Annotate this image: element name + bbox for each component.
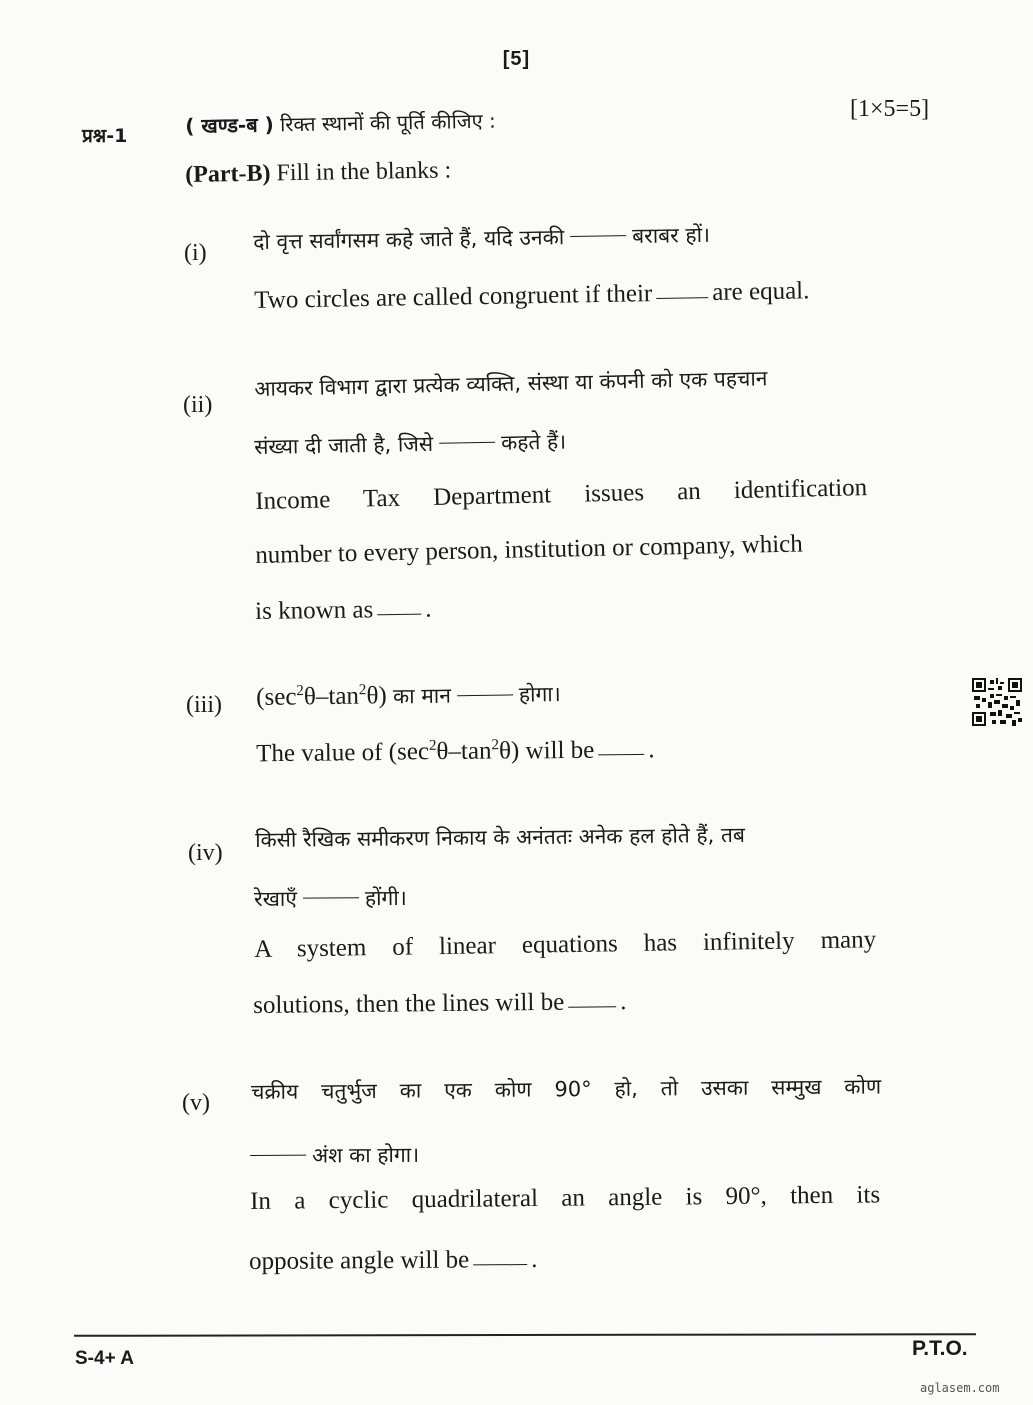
item-number-iv: (iv)	[188, 840, 223, 866]
item-iii-hindi	[256, 680, 561, 713]
page-number: [5]	[502, 48, 531, 70]
blank-line	[377, 613, 421, 616]
item-v-english-line1: In a cyclic quadrilateral an angle is 90°, then its	[250, 1181, 881, 1215]
expression-sec-tan	[256, 683, 387, 712]
item-iv-hindi-text: रेखाएँ	[254, 886, 298, 911]
item-ii-hindi-line1: आयकर विभाग द्वारा प्रत्येक व्यक्ति, संस्था या कंपनी को एक पहचान	[254, 366, 768, 401]
item-ii-english-text-end: .	[425, 595, 432, 623]
paper-code: S-4+ A	[75, 1348, 134, 1369]
item-i-hindi	[253, 221, 710, 256]
item-iii-hindi-text-end: होगा।	[518, 682, 561, 707]
item-ii-hindi-line2	[254, 428, 566, 461]
qr-code-icon	[972, 678, 1022, 726]
item-iv-english-text: solutions, then the lines will be	[253, 988, 565, 1019]
superscript: 2	[358, 682, 367, 699]
superscript: 2	[491, 737, 500, 754]
item-iii-english-text-end: .	[648, 736, 655, 764]
blank-dash	[303, 896, 359, 898]
expr-part: θ)	[498, 737, 520, 765]
blank-line	[598, 753, 644, 755]
item-number-v: (v)	[182, 1090, 210, 1116]
instruction-english: Fill in the blanks :	[276, 157, 452, 187]
item-iii-english-text-mid: will be	[525, 736, 595, 765]
blank-dash	[439, 441, 495, 444]
expr-part: θ–tan	[436, 737, 492, 766]
item-iv-hindi-line1: किसी रैखिक समीकरण निकाय के अनंततः अनेक हल होते हैं, तब	[255, 822, 746, 852]
expression-sec-tan	[389, 738, 520, 766]
item-number-iii: (iii)	[186, 692, 222, 718]
item-v-hindi-text-end: अंश का होगा।	[312, 1142, 420, 1168]
item-iii-english-text: The value of	[256, 739, 383, 768]
superscript: 2	[428, 738, 437, 755]
item-number-i: (i)	[184, 240, 207, 266]
blank-dash	[570, 234, 626, 237]
item-iv-english-line1: A system of linear equations has infinitely many	[254, 926, 877, 963]
item-iv-english-text-end: .	[620, 988, 627, 1016]
item-v-hindi-line1: चक्रीय चतुर्भुज का एक कोण 90° हो, तो उसका सम्मुख कोण	[251, 1074, 882, 1104]
section-label-hindi: ( खण्ड-ब )	[185, 112, 274, 138]
question-label: प्रश्न-1	[82, 125, 128, 147]
blank-line	[568, 1005, 616, 1008]
blank-line	[656, 296, 708, 299]
item-number-ii: (ii)	[183, 392, 213, 418]
blank-dash	[250, 1154, 306, 1156]
superscript: 2	[296, 683, 304, 700]
item-v-english-text-end: .	[531, 1245, 538, 1274]
item-ii-hindi-text: संख्या दी जाती है, जिसे	[254, 431, 434, 459]
item-ii-hindi-text-end: कहते हैं।	[500, 429, 567, 455]
blank-line	[473, 1263, 527, 1265]
item-i-english	[254, 277, 810, 315]
item-i-hindi-text-end: बराबर हों।	[631, 222, 711, 249]
item-i-hindi-text: दो वृत्त सर्वांगसम कहे जाते हैं, यदि उनकी	[253, 225, 565, 254]
expr-part: θ)	[366, 682, 387, 710]
question-heading-english	[185, 157, 451, 189]
question-marks: [1×5=5]	[850, 96, 930, 122]
instruction-hindi: रिक्त स्थानों की पूर्ति कीजिए :	[279, 108, 497, 137]
expr-part: θ–tan	[303, 682, 360, 711]
item-i-english-text-end: are equal.	[711, 277, 810, 307]
item-iv-hindi-text-end: होंगी।	[364, 885, 407, 911]
item-v-english-line2	[249, 1246, 538, 1276]
please-turn-over: P.T.O.	[912, 1337, 968, 1360]
item-i-english-text: Two circles are called congruent if their	[254, 280, 653, 314]
item-iv-english-line2	[253, 988, 627, 1020]
item-ii-english-line1: Income Tax Department issues an identification	[255, 474, 868, 515]
watermark: aglasem.com	[920, 1381, 1000, 1395]
footer-divider	[74, 1333, 976, 1337]
item-ii-english-text: is known as	[255, 596, 374, 625]
item-v-english-text: opposite angle will be	[249, 1246, 470, 1275]
section-label-english: (Part-B)	[185, 160, 271, 188]
expr-part: (sec	[256, 683, 297, 712]
item-ii-english-line2: number to every person, institution or company, which	[255, 530, 804, 569]
item-iii-hindi-text: का मान	[392, 683, 452, 709]
expr-part: (sec	[388, 738, 430, 766]
item-v-hindi-line2	[250, 1141, 419, 1170]
item-iii-english	[256, 736, 655, 768]
item-iv-hindi-line2	[254, 884, 407, 913]
question-heading-hindi	[185, 107, 496, 139]
blank-dash	[457, 693, 513, 696]
item-ii-english-line3	[255, 596, 432, 626]
